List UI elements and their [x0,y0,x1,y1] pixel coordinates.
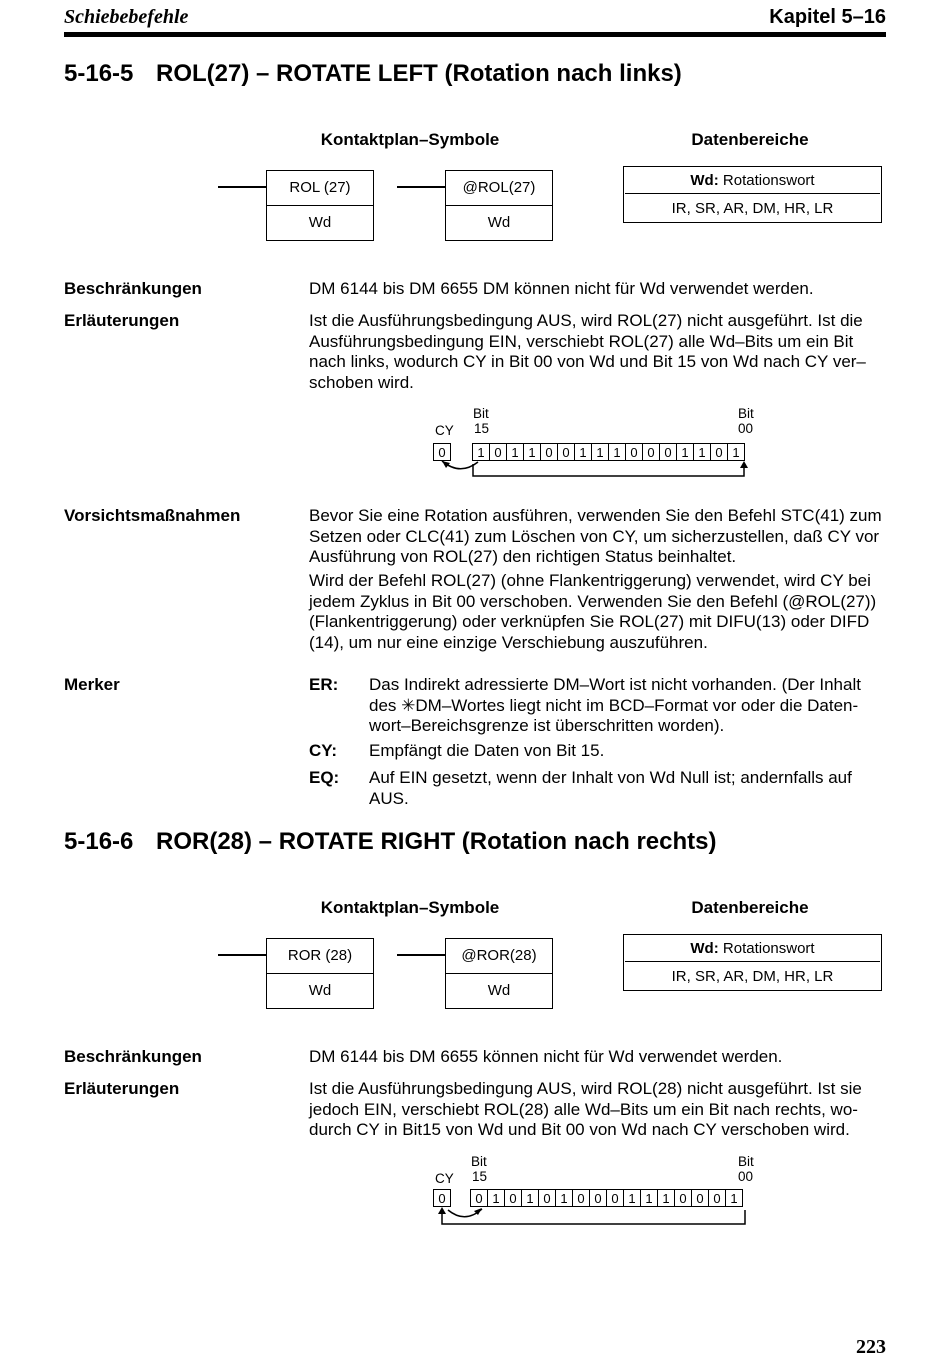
flag-er-text: Das Indirekt adressierte DM–Wort ist nicht vorhanden. (Der Inhalt des ✳DM–Wortes liegt nicht im BCD–Format vor oder die Daten- wort–Bereichsgrenze ist überschritten worden). [369,675,861,735]
section-number: 5-16-5 [64,60,134,87]
section-title-ror [64,828,716,856]
ladder-input-line [397,954,447,956]
instruction-operand: Wd [487,214,511,232]
explanation-label: Erläuterungen [64,311,180,330]
bit-cell: 1 [523,443,541,461]
operand-desc: Rotationswort [722,939,815,957]
section-heading: ROL(27) – ROTATE LEFT (Rotation nach links) [156,60,682,87]
data-area-table [623,934,882,991]
precautions-label: Vorsichtsmaßnahmen [64,506,241,525]
data-area-list: IR, SR, AR, DM, HR, LR [671,199,834,217]
data-area-operand-row [625,167,880,194]
data-area-table [623,166,882,223]
ladder-symbol-ror [266,938,374,1009]
bit-cell: 0 [710,443,728,461]
precautions-paragraph-2: Wird der Befehl ROL(27) (ohne Flankentriggerung) verwendet, wird CY bei jedem Zyklus in Bit 00 verschoben. Verwenden Sie den Befehl (@ROL(27)) (Flankentriggerung) oder verknüpfen Sie ROL(27) mit DIFU(13) oder DIFD (14), um nur eine einzige Verschiebung auszuführen. [309,571,877,652]
ladder-symbol-differentiated-ror [445,938,553,1009]
operand-key: Wd: [690,939,719,957]
rotate-right-diagram [420,1152,780,1232]
rotation-arrows [420,1152,780,1232]
restrictions-text: DM 6144 bis DM 6655 DM können nicht für Wd verwendet werden. [309,279,814,298]
instruction-name: @ROR(28) [446,939,552,974]
bit-cell: 0 [470,1189,488,1207]
carry-flag-cell: 0 [433,1189,451,1207]
bit-cell: 0 [708,1189,726,1207]
bit-cell: 1 [727,443,745,461]
bit-cell: 1 [506,443,524,461]
bit-cell: 1 [725,1189,743,1207]
restrictions-text: DM 6144 bis DM 6655 können nicht für Wd verwendet werden. [309,1047,783,1066]
section-heading: ROR(28) – ROTATE RIGHT (Rotation nach rechts) [156,828,717,855]
bit-cell: 1 [640,1189,658,1207]
bit-cell: 1 [521,1189,539,1207]
running-header-chapter-title: Schiebebefehle [64,6,189,28]
bit-cell: 1 [608,443,626,461]
bit-cell: 1 [676,443,694,461]
restrictions-label: Beschränkungen [64,279,202,298]
ladder-input-line [218,954,268,956]
carry-flag-cell: 0 [433,443,451,461]
bit-cell: 1 [657,1189,675,1207]
bit-cell: 1 [472,443,490,461]
instruction-name: @ROL(27) [446,171,552,206]
restrictions-label: Beschränkungen [64,1047,202,1066]
instruction-operand: Wd [487,982,511,1000]
bit-00-label: 00 [738,1169,754,1184]
bit-cell: 0 [489,443,507,461]
bit-cell: 0 [625,443,643,461]
bit-cell: 0 [504,1189,522,1207]
bit-15-label: 15 [472,1169,488,1184]
data-areas-heading: Datenbereiche [691,130,809,149]
instruction-operand: Wd [308,214,332,232]
carry-flag-label: CY [435,423,454,438]
flags-label: Merker [64,675,120,694]
flag-cy-key: CY: [309,741,338,760]
bit-cell: 1 [555,1189,573,1207]
ladder-symbol-differentiated-rol [445,170,553,241]
ladder-symbols-heading: Kontaktplan–Symbole [320,898,500,917]
bit-label: Bit [473,406,489,421]
running-header-chapter-number: Kapitel 5–16 [769,6,886,28]
bit-cell: 0 [674,1189,692,1207]
flag-eq-key: EQ: [309,768,340,787]
section-number: 5-16-6 [64,828,134,855]
explanation-text: Ist die Ausführungsbedingung AUS, wird ROL(28) nicht ausgeführt. Ist sie jedoch EIN, verschiebt ROL(28) alle Wd–Bits um ein Bit nach rechts, wo- durch CY in Bit15 von Wd und Bit 00 von Wd nach CY verschoben wird. [309,1079,862,1139]
rotation-arrows [420,404,780,484]
carry-flag-label: CY [435,1171,454,1186]
operand-desc: Rotationswort [722,171,815,189]
bit-15-label: 15 [474,421,490,436]
data-areas-heading: Datenbereiche [691,898,809,917]
bit-cell: 0 [659,443,677,461]
instruction-operand: Wd [308,982,332,1000]
rotate-left-diagram [420,404,780,484]
flag-cy-text: Empfängt die Daten von Bit 15. [369,741,605,760]
bit-cell: 0 [540,443,558,461]
bit-cell: 1 [591,443,609,461]
instruction-name: ROL (27) [267,171,373,206]
ladder-symbols-heading: Kontaktplan–Symbole [320,130,500,149]
section-title-rol [64,60,682,88]
bit-label: Bit [738,406,754,421]
ladder-symbol-rol [266,170,374,241]
bit-cell: 0 [572,1189,590,1207]
ladder-input-line [397,186,447,188]
header-rule [64,32,886,37]
bit-cell: 0 [557,443,575,461]
flag-er-key: ER: [309,675,339,694]
operand-key: Wd: [690,171,719,189]
page-number: 223 [856,1336,886,1358]
instruction-name: ROR (28) [267,939,373,974]
explanation-label: Erläuterungen [64,1079,180,1098]
bit-cell: 1 [574,443,592,461]
bit-00-label: 00 [738,421,754,436]
ladder-input-line [218,186,268,188]
bit-cell: 1 [487,1189,505,1207]
explanation-text: Ist die Ausführungsbedingung AUS, wird ROL(27) nicht ausgeführt. Ist die Ausführungsbedingung EIN, verschiebt ROL(27) alle Wd–Bits um ein Bit nach links, wodurch CY in Bit 00 von Wd und Bit 15 von Wd nach CY ver– schoben wird. [309,311,866,392]
bit-cell: 0 [606,1189,624,1207]
precautions-paragraph-1: Bevor Sie eine Rotation ausführen, verwenden Sie den Befehl STC(41) zum Setzen oder CLC(41) zum Löschen von CY, um sicherzustellen, daß CY vor Ausführung von ROL(27) den richtigen Status beinhaltet. [309,506,882,566]
bit-cell: 0 [642,443,660,461]
data-area-operand-row [625,935,880,962]
bit-cell: 0 [538,1189,556,1207]
bit-label: Bit [471,1154,487,1169]
data-area-list: IR, SR, AR, DM, HR, LR [671,967,834,985]
bit-cell: 0 [589,1189,607,1207]
bit-cell: 1 [693,443,711,461]
bit-cell: 1 [623,1189,641,1207]
flag-eq-text: Auf EIN gesetzt, wenn der Inhalt von Wd Null ist; andernfalls auf AUS. [369,768,852,808]
bit-cell: 0 [691,1189,709,1207]
bit-label: Bit [738,1154,754,1169]
